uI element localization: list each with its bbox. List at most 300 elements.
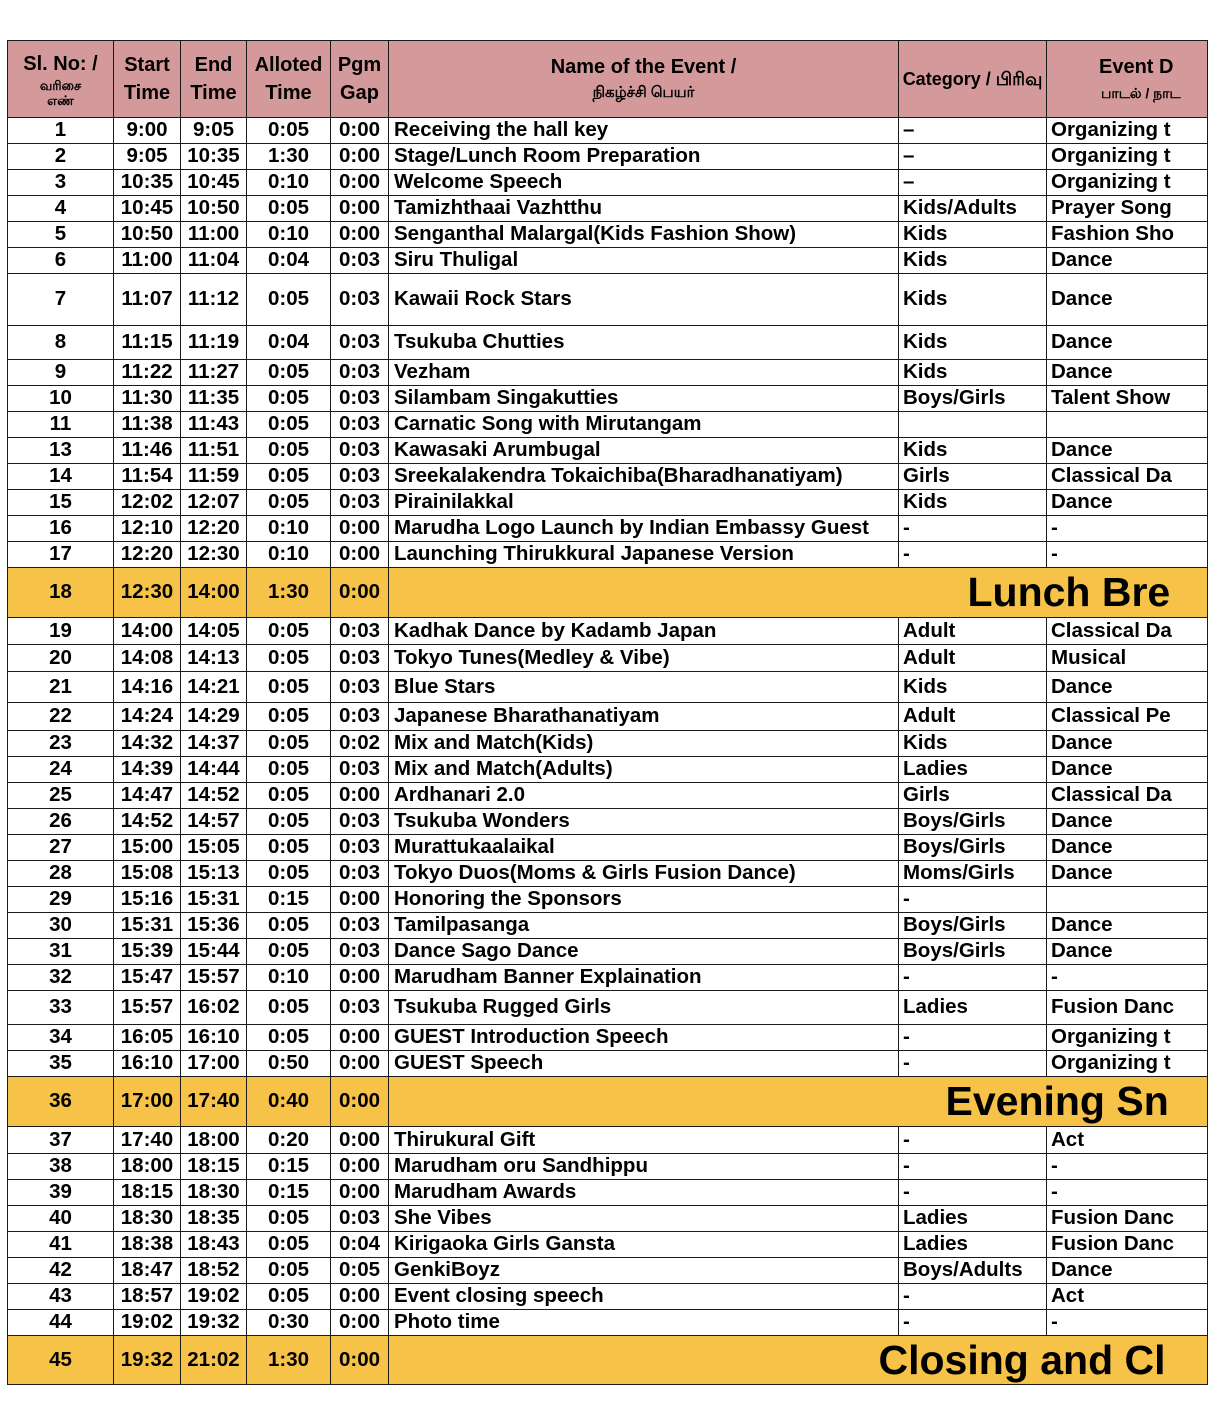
category-cell: Girls <box>899 783 1047 809</box>
start-time-cell: 14:08 <box>114 645 181 672</box>
event-type-cell: Dance <box>1047 672 1208 703</box>
alloted-time-cell: 0:05 <box>247 731 331 757</box>
pgm-gap-cell: 0:03 <box>331 274 389 326</box>
alloted-time-cell: 1:30 <box>247 568 331 618</box>
alloted-time-cell: 0:15 <box>247 1180 331 1206</box>
pgm-gap-cell: 0:03 <box>331 703 389 731</box>
start-time-cell: 15:00 <box>114 835 181 861</box>
break-label: Lunch Bre <box>967 569 1171 615</box>
start-time-cell: 12:10 <box>114 516 181 542</box>
alloted-time-cell: 0:20 <box>247 1127 331 1154</box>
start-time-cell: 11:15 <box>114 326 181 360</box>
alloted-time-cell: 0:05 <box>247 412 331 438</box>
start-time-cell: 18:57 <box>114 1284 181 1310</box>
pgm-gap-cell: 0:03 <box>331 464 389 490</box>
end-time-cell: 18:35 <box>181 1206 247 1232</box>
category-cell: - <box>899 542 1047 568</box>
event-name-cell: Marudham Awards <box>389 1180 899 1206</box>
event-name-cell: Marudham oru Sandhippu <box>389 1154 899 1180</box>
table-row <box>8 490 1208 516</box>
start-time-cell: 14:24 <box>114 703 181 731</box>
event-type-cell: Organizing t <box>1047 170 1208 196</box>
end-time-cell: 16:10 <box>181 1025 247 1051</box>
event-name-cell: Sreekalakendra Tokaichiba(Bharadhanatiyam) <box>389 464 899 490</box>
start-time-cell: 11:22 <box>114 360 181 386</box>
event-type-cell: Dance <box>1047 248 1208 274</box>
end-time-cell: 18:30 <box>181 1180 247 1206</box>
event-type-cell: Dance <box>1047 757 1208 783</box>
end-time-cell: 14:00 <box>181 568 247 618</box>
header-alloted-l2: Time <box>265 82 312 104</box>
event-name-cell: Tsukuba Chutties <box>389 326 899 360</box>
pgm-gap-cell: 0:03 <box>331 412 389 438</box>
pgm-gap-cell: 0:03 <box>331 248 389 274</box>
alloted-time-cell: 0:05 <box>247 991 331 1025</box>
event-name-cell: She Vibes <box>389 1206 899 1232</box>
table-row <box>8 913 1208 939</box>
header-category-label: Category / பிரிவு <box>902 69 1043 89</box>
pgm-gap-cell: 0:00 <box>331 170 389 196</box>
table-row <box>8 118 1208 144</box>
alloted-time-cell: 0:05 <box>247 645 331 672</box>
sl-no-cell: 44 <box>8 1310 114 1336</box>
event-type-cell: Talent Show <box>1047 386 1208 412</box>
end-time-cell: 12:07 <box>181 490 247 516</box>
start-time-cell: 11:54 <box>114 464 181 490</box>
header-name-ta: நிகழ்ச்சி பெயர் <box>592 84 695 101</box>
alloted-time-cell: 0:05 <box>247 672 331 703</box>
start-time-cell: 9:00 <box>114 118 181 144</box>
event-type-cell: Classical Da <box>1047 464 1208 490</box>
alloted-time-cell: 0:05 <box>247 835 331 861</box>
table-row <box>8 386 1208 412</box>
event-name-cell: Launching Thirukkural Japanese Version <box>389 542 899 568</box>
pgm-gap-cell: 0:00 <box>331 1336 389 1385</box>
event-name-cell: Marudham Banner Explaination <box>389 965 899 991</box>
event-name-cell: Receiving the hall key <box>389 118 899 144</box>
sl-no-cell: 8 <box>8 326 114 360</box>
table-row <box>8 703 1208 731</box>
end-time-cell: 14:57 <box>181 809 247 835</box>
table-row <box>8 731 1208 757</box>
alloted-time-cell: 0:05 <box>247 809 331 835</box>
end-time-cell: 18:52 <box>181 1258 247 1284</box>
event-name-cell: Tamizhthaai Vazhtthu <box>389 196 899 222</box>
category-cell: Boys/Girls <box>899 939 1047 965</box>
start-time-cell: 10:45 <box>114 196 181 222</box>
event-type-cell <box>1047 887 1208 913</box>
header-end-time <box>181 41 247 118</box>
start-time-cell: 11:00 <box>114 248 181 274</box>
pgm-gap-cell: 0:03 <box>331 835 389 861</box>
event-type-cell: - <box>1047 965 1208 991</box>
alloted-time-cell: 0:04 <box>247 326 331 360</box>
event-name-cell: Pirainilakkal <box>389 490 899 516</box>
event-type-cell: Dance <box>1047 731 1208 757</box>
sl-no-cell: 41 <box>8 1232 114 1258</box>
end-time-cell: 11:04 <box>181 248 247 274</box>
sl-no-cell: 38 <box>8 1154 114 1180</box>
break-label: Closing and Cl <box>878 1336 1166 1383</box>
category-cell: Adult <box>899 703 1047 731</box>
pgm-gap-cell: 0:03 <box>331 861 389 887</box>
category-cell: - <box>899 1180 1047 1206</box>
event-type-cell: Classical Da <box>1047 783 1208 809</box>
end-time-cell: 10:50 <box>181 196 247 222</box>
table-row <box>8 1258 1208 1284</box>
alloted-time-cell: 0:15 <box>247 1154 331 1180</box>
start-time-cell: 17:40 <box>114 1127 181 1154</box>
event-name-cell: GUEST Introduction Speech <box>389 1025 899 1051</box>
header-row <box>8 41 1208 118</box>
sl-no-cell: 33 <box>8 991 114 1025</box>
end-time-cell: 11:51 <box>181 438 247 464</box>
sl-no-cell: 18 <box>8 568 114 618</box>
alloted-time-cell: 0:05 <box>247 1206 331 1232</box>
event-name-cell: Welcome Speech <box>389 170 899 196</box>
alloted-time-cell: 0:10 <box>247 965 331 991</box>
header-start-time <box>114 41 181 118</box>
header-alloted-l1: Alloted <box>254 54 323 76</box>
header-pgm-gap <box>331 41 389 118</box>
start-time-cell: 15:16 <box>114 887 181 913</box>
alloted-time-cell: 0:30 <box>247 1310 331 1336</box>
category-cell <box>899 412 1047 438</box>
table-row <box>8 783 1208 809</box>
category-cell: Ladies <box>899 991 1047 1025</box>
pgm-gap-cell: 0:03 <box>331 438 389 464</box>
alloted-time-cell: 0:40 <box>247 1077 331 1127</box>
start-time-cell: 11:46 <box>114 438 181 464</box>
end-time-cell: 18:15 <box>181 1154 247 1180</box>
pgm-gap-cell: 0:00 <box>331 887 389 913</box>
event-name-cell: Photo time <box>389 1310 899 1336</box>
start-time-cell: 12:30 <box>114 568 181 618</box>
category-cell: Ladies <box>899 757 1047 783</box>
table-row <box>8 542 1208 568</box>
header-alloted-time <box>247 41 331 118</box>
event-name-cell: Event closing speech <box>389 1284 899 1310</box>
pgm-gap-cell: 0:03 <box>331 1206 389 1232</box>
event-type-cell: Classical Pe <box>1047 703 1208 731</box>
end-time-cell: 21:02 <box>181 1336 247 1385</box>
category-cell: Ladies <box>899 1232 1047 1258</box>
event-type-cell: - <box>1047 1180 1208 1206</box>
end-time-cell: 11:43 <box>181 412 247 438</box>
alloted-time-cell: 0:05 <box>247 438 331 464</box>
end-time-cell: 17:00 <box>181 1051 247 1077</box>
header-type-ta: பாடல் / நாட <box>1101 85 1181 101</box>
break-label-cell <box>389 1077 1208 1127</box>
table-row <box>8 965 1208 991</box>
category-cell: Kids <box>899 248 1047 274</box>
end-time-cell: 19:32 <box>181 1310 247 1336</box>
alloted-time-cell: 0:10 <box>247 170 331 196</box>
alloted-time-cell: 0:05 <box>247 861 331 887</box>
start-time-cell: 18:38 <box>114 1232 181 1258</box>
category-cell: – <box>899 118 1047 144</box>
event-type-cell: Fusion Danc <box>1047 991 1208 1025</box>
table-row <box>8 144 1208 170</box>
pgm-gap-cell: 0:03 <box>331 757 389 783</box>
category-cell: - <box>899 965 1047 991</box>
event-name-cell: Japanese Bharathanatiyam <box>389 703 899 731</box>
event-name-cell: Tamilpasanga <box>389 913 899 939</box>
sl-no-cell: 28 <box>8 861 114 887</box>
alloted-time-cell: 0:10 <box>247 542 331 568</box>
start-time-cell: 10:50 <box>114 222 181 248</box>
category-cell: Kids <box>899 672 1047 703</box>
sl-no-cell: 32 <box>8 965 114 991</box>
sl-no-cell: 11 <box>8 412 114 438</box>
pgm-gap-cell: 0:03 <box>331 360 389 386</box>
end-time-cell: 10:45 <box>181 170 247 196</box>
event-type-cell: Dance <box>1047 809 1208 835</box>
end-time-cell: 11:12 <box>181 274 247 326</box>
start-time-cell: 15:39 <box>114 939 181 965</box>
table-row <box>8 412 1208 438</box>
sl-no-cell: 5 <box>8 222 114 248</box>
category-cell: - <box>899 1025 1047 1051</box>
start-time-cell: 12:20 <box>114 542 181 568</box>
pgm-gap-cell: 0:03 <box>331 809 389 835</box>
start-time-cell: 9:05 <box>114 144 181 170</box>
start-time-cell: 11:30 <box>114 386 181 412</box>
start-time-cell: 11:38 <box>114 412 181 438</box>
event-type-cell: Dance <box>1047 326 1208 360</box>
start-time-cell: 19:32 <box>114 1336 181 1385</box>
event-type-cell: Fusion Danc <box>1047 1206 1208 1232</box>
header-sl-en: Sl. No: / <box>23 52 98 75</box>
sl-no-cell: 43 <box>8 1284 114 1310</box>
alloted-time-cell: 1:30 <box>247 1336 331 1385</box>
end-time-cell: 15:57 <box>181 965 247 991</box>
alloted-time-cell: 0:05 <box>247 196 331 222</box>
table-row <box>8 1154 1208 1180</box>
break-label-cell <box>389 568 1208 618</box>
table-row <box>8 618 1208 645</box>
sl-no-cell: 15 <box>8 490 114 516</box>
event-name-cell: Murattukaalaikal <box>389 835 899 861</box>
event-type-cell: Dance <box>1047 438 1208 464</box>
category-cell: Kids <box>899 326 1047 360</box>
sl-no-cell: 9 <box>8 360 114 386</box>
event-name-cell: Senganthal Malargal(Kids Fashion Show) <box>389 222 899 248</box>
header-event-type <box>1047 41 1208 118</box>
event-type-cell: Organizing t <box>1047 1025 1208 1051</box>
pgm-gap-cell: 0:03 <box>331 672 389 703</box>
end-time-cell: 15:13 <box>181 861 247 887</box>
pgm-gap-cell: 0:02 <box>331 731 389 757</box>
pgm-gap-cell: 0:03 <box>331 386 389 412</box>
table-row <box>8 1051 1208 1077</box>
table-row <box>8 1127 1208 1154</box>
end-time-cell: 15:05 <box>181 835 247 861</box>
sl-no-cell: 42 <box>8 1258 114 1284</box>
start-time-cell: 11:07 <box>114 274 181 326</box>
alloted-time-cell: 0:05 <box>247 757 331 783</box>
end-time-cell: 14:52 <box>181 783 247 809</box>
category-cell: Adult <box>899 645 1047 672</box>
event-schedule-table <box>7 40 1208 1385</box>
category-cell: Ladies <box>899 1206 1047 1232</box>
sl-no-cell: 3 <box>8 170 114 196</box>
sl-no-cell: 21 <box>8 672 114 703</box>
table-row <box>8 1206 1208 1232</box>
alloted-time-cell: 0:05 <box>247 1025 331 1051</box>
end-time-cell: 12:30 <box>181 542 247 568</box>
end-time-cell: 11:27 <box>181 360 247 386</box>
header-pgm-l2: Gap <box>340 82 379 104</box>
break-label: Evening Sn <box>945 1078 1169 1124</box>
header-sl-ta2: எண் <box>47 92 74 108</box>
category-cell: – <box>899 170 1047 196</box>
pgm-gap-cell: 0:05 <box>331 1258 389 1284</box>
event-name-cell: Dance Sago Dance <box>389 939 899 965</box>
alloted-time-cell: 0:05 <box>247 618 331 645</box>
sl-no-cell: 2 <box>8 144 114 170</box>
alloted-time-cell: 0:10 <box>247 516 331 542</box>
start-time-cell: 14:47 <box>114 783 181 809</box>
event-name-cell: Tsukuba Wonders <box>389 809 899 835</box>
break-row <box>8 1077 1208 1127</box>
category-cell: – <box>899 144 1047 170</box>
pgm-gap-cell: 0:03 <box>331 326 389 360</box>
table-row <box>8 757 1208 783</box>
sl-no-cell: 23 <box>8 731 114 757</box>
table-row <box>8 835 1208 861</box>
event-type-cell: Dance <box>1047 861 1208 887</box>
pgm-gap-cell: 0:00 <box>331 1180 389 1206</box>
start-time-cell: 14:39 <box>114 757 181 783</box>
category-cell: Boys/Adults <box>899 1258 1047 1284</box>
table-row <box>8 222 1208 248</box>
table-row <box>8 196 1208 222</box>
end-time-cell: 14:29 <box>181 703 247 731</box>
event-name-cell: Silambam Singakutties <box>389 386 899 412</box>
category-cell: - <box>899 1310 1047 1336</box>
end-time-cell: 18:43 <box>181 1232 247 1258</box>
event-name-cell: Stage/Lunch Room Preparation <box>389 144 899 170</box>
table-row <box>8 1310 1208 1336</box>
start-time-cell: 18:47 <box>114 1258 181 1284</box>
category-cell: - <box>899 1051 1047 1077</box>
end-time-cell: 17:40 <box>181 1077 247 1127</box>
break-row <box>8 568 1208 618</box>
table-row <box>8 360 1208 386</box>
event-name-cell: Carnatic Song with Mirutangam <box>389 412 899 438</box>
pgm-gap-cell: 0:00 <box>331 1025 389 1051</box>
start-time-cell: 19:02 <box>114 1310 181 1336</box>
alloted-time-cell: 0:50 <box>247 1051 331 1077</box>
pgm-gap-cell: 0:03 <box>331 490 389 516</box>
alloted-time-cell: 1:30 <box>247 144 331 170</box>
pgm-gap-cell: 0:00 <box>331 542 389 568</box>
sl-no-cell: 37 <box>8 1127 114 1154</box>
category-cell: Kids <box>899 438 1047 464</box>
event-type-cell: Dance <box>1047 360 1208 386</box>
end-time-cell: 15:36 <box>181 913 247 939</box>
end-time-cell: 16:02 <box>181 991 247 1025</box>
event-type-cell: Musical <box>1047 645 1208 672</box>
start-time-cell: 15:47 <box>114 965 181 991</box>
event-type-cell <box>1047 412 1208 438</box>
category-cell: Boys/Girls <box>899 835 1047 861</box>
pgm-gap-cell: 0:00 <box>331 118 389 144</box>
category-cell: - <box>899 516 1047 542</box>
end-time-cell: 11:59 <box>181 464 247 490</box>
sl-no-cell: 39 <box>8 1180 114 1206</box>
event-type-cell: Dance <box>1047 939 1208 965</box>
start-time-cell: 14:16 <box>114 672 181 703</box>
header-pgm-l1: Pgm <box>337 54 382 76</box>
sl-no-cell: 10 <box>8 386 114 412</box>
category-cell: - <box>899 1154 1047 1180</box>
pgm-gap-cell: 0:00 <box>331 196 389 222</box>
alloted-time-cell: 0:15 <box>247 887 331 913</box>
sl-no-cell: 36 <box>8 1077 114 1127</box>
category-cell: Boys/Girls <box>899 386 1047 412</box>
sl-no-cell: 17 <box>8 542 114 568</box>
table-row <box>8 1284 1208 1310</box>
pgm-gap-cell: 0:03 <box>331 991 389 1025</box>
event-name-cell: Tokyo Duos(Moms & Girls Fusion Dance) <box>389 861 899 887</box>
event-type-cell: Dance <box>1047 1258 1208 1284</box>
category-cell: Kids <box>899 274 1047 326</box>
start-time-cell: 18:15 <box>114 1180 181 1206</box>
sl-no-cell: 35 <box>8 1051 114 1077</box>
end-time-cell: 11:00 <box>181 222 247 248</box>
event-name-cell: Thirukural Gift <box>389 1127 899 1154</box>
end-time-cell: 18:00 <box>181 1127 247 1154</box>
header-type-en: Event D <box>1099 56 1174 78</box>
end-time-cell: 14:13 <box>181 645 247 672</box>
end-time-cell: 9:05 <box>181 118 247 144</box>
table-row <box>8 1232 1208 1258</box>
alloted-time-cell: 0:05 <box>247 1284 331 1310</box>
alloted-time-cell: 0:05 <box>247 913 331 939</box>
pgm-gap-cell: 0:00 <box>331 1154 389 1180</box>
alloted-time-cell: 0:05 <box>247 274 331 326</box>
table-row <box>8 438 1208 464</box>
table-row <box>8 991 1208 1025</box>
end-time-cell: 15:31 <box>181 887 247 913</box>
pgm-gap-cell: 0:00 <box>331 1051 389 1077</box>
schedule-sheet <box>7 40 1207 1385</box>
category-cell: Kids/Adults <box>899 196 1047 222</box>
event-type-cell: Fashion Sho <box>1047 222 1208 248</box>
alloted-time-cell: 0:05 <box>247 490 331 516</box>
pgm-gap-cell: 0:00 <box>331 1077 389 1127</box>
pgm-gap-cell: 0:00 <box>331 516 389 542</box>
pgm-gap-cell: 0:00 <box>331 965 389 991</box>
alloted-time-cell: 0:05 <box>247 939 331 965</box>
pgm-gap-cell: 0:00 <box>331 144 389 170</box>
start-time-cell: 18:00 <box>114 1154 181 1180</box>
header-end-l2: Time <box>190 82 237 104</box>
header-start-l2: Time <box>123 82 171 104</box>
table-row <box>8 672 1208 703</box>
alloted-time-cell: 0:05 <box>247 1232 331 1258</box>
alloted-time-cell: 0:05 <box>247 783 331 809</box>
table-row <box>8 809 1208 835</box>
event-name-cell: Kadhak Dance by Kadamb Japan <box>389 618 899 645</box>
header-end-l1: End <box>194 54 233 76</box>
header-event-name <box>389 41 899 118</box>
pgm-gap-cell: 0:04 <box>331 1232 389 1258</box>
break-row <box>8 1336 1208 1385</box>
event-type-cell: Dance <box>1047 913 1208 939</box>
